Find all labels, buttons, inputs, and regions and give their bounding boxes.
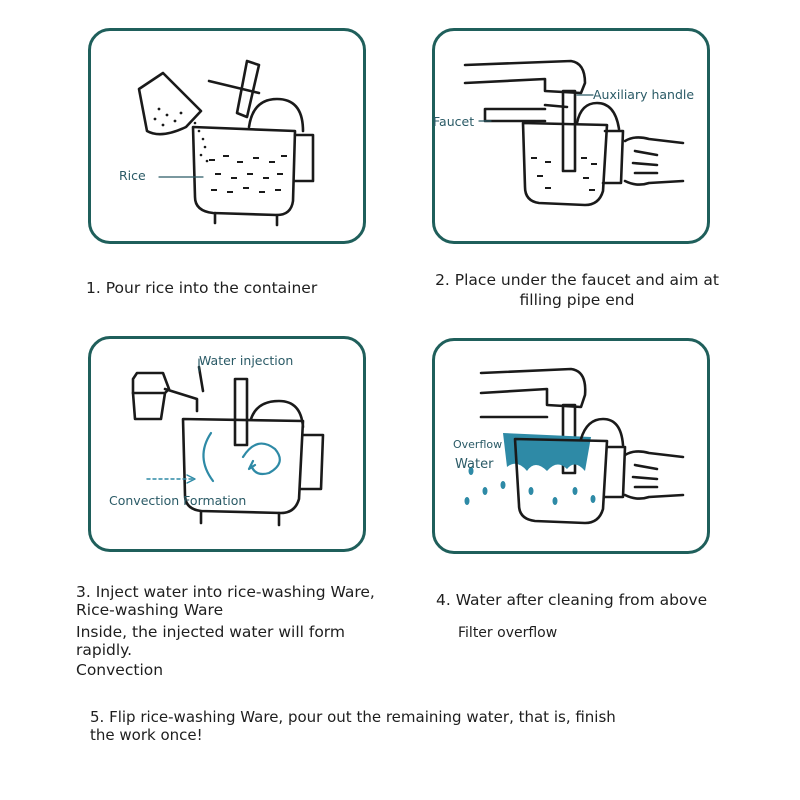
- step-3-caption-line-1: 3. Inject water into rice-washing Ware,: [76, 583, 375, 601]
- step-3-caption-line-4: rapidly.: [76, 641, 133, 659]
- step-4-panel: [432, 338, 710, 554]
- step-2-panel: [432, 28, 710, 244]
- step-3-panel: [88, 336, 366, 552]
- water-label: Water: [455, 457, 494, 472]
- step-3-caption-line-5: Convection: [76, 661, 164, 679]
- step-2-caption-line-1: 2. Place under the faucet and aim at: [435, 271, 719, 289]
- faucet-label: Faucet: [433, 114, 475, 129]
- rice-label: Rice: [119, 168, 146, 183]
- step-3-caption-line-2: Rice-washing Ware: [76, 601, 224, 619]
- overflow-label: Overflow: [453, 438, 503, 451]
- step-5-caption-line-1: 5. Flip rice-washing Ware, pour out the remaining water, that is, finish: [90, 708, 616, 726]
- step-1-caption: 1. Pour rice into the container: [86, 279, 318, 297]
- step-4-sub-caption: Filter overflow: [458, 625, 558, 641]
- step-4-caption: 4. Water after cleaning from above: [436, 591, 708, 609]
- step-2-illustration: [435, 31, 707, 241]
- auxiliary-handle-label: Auxiliary handle: [593, 87, 695, 102]
- step-3-caption-line-3: Inside, the injected water will form: [76, 623, 345, 641]
- step-1-illustration: [91, 31, 363, 241]
- convection-formation-label: Convection Formation: [109, 493, 247, 508]
- step-5-caption-line-2: the work once!: [90, 726, 203, 744]
- water-injection-label: Water injection: [199, 353, 294, 368]
- step-1-panel: [88, 28, 366, 244]
- step-3-illustration: [91, 339, 363, 549]
- step-2-caption-line-2: filling pipe end: [519, 291, 635, 309]
